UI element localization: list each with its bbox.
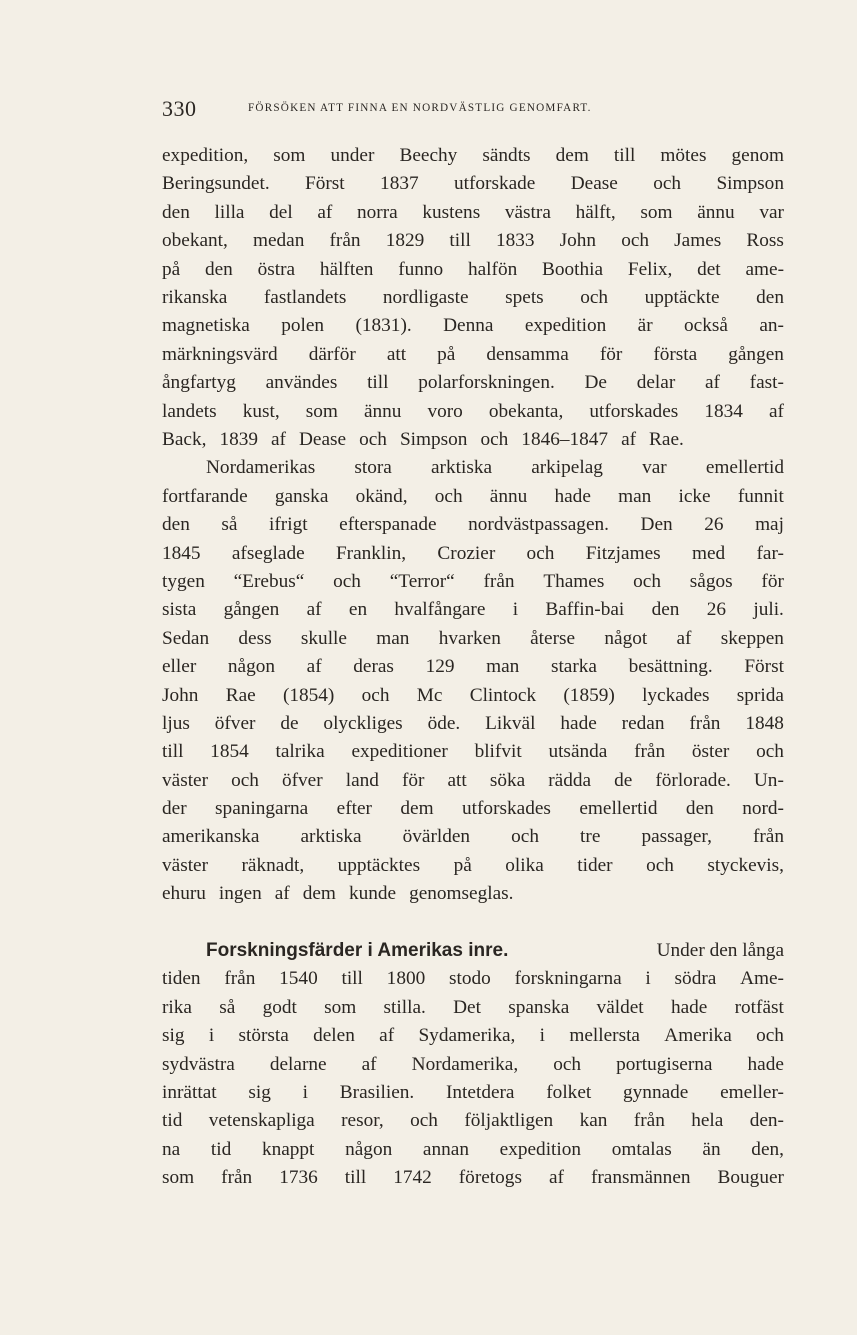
text-line: ehuru ingen af dem kunde genomseglas.	[162, 883, 514, 905]
text-line: amerikanska arktiska övärlden och tre passager, från	[162, 826, 784, 848]
text-line: på den östra hälften funno halfön Boothia Felix, det ame-	[162, 258, 784, 280]
text-line: expedition, som under Beechy sändts dem till mötes genom	[162, 145, 784, 166]
text-line: tiden från 1540 till 1800 stodo forskningarna i södra Ame-	[162, 968, 784, 990]
section-first-line	[162, 937, 784, 965]
text-line: den så ifrigt efterspanade nordvästpassagen. Den 26 maj	[162, 514, 784, 536]
text-line: rika så godt som stilla. Det spanska väldet hade rotfäst	[162, 996, 784, 1018]
paragraph-franklin	[162, 454, 784, 908]
section-research-americas	[162, 937, 784, 1193]
paragraph-expeditions	[162, 142, 784, 454]
text-line: John Rae (1854) och Mc Clintock (1859) lyckades sprida	[162, 684, 784, 706]
text-line: den lilla del af norra kustens västra hälft, som ännu var	[162, 201, 784, 223]
text-line: der spaningarna efter dem utforskades emellertid den nord-	[162, 798, 784, 820]
text-line: märkningsvärd därför att på densamma för första gången	[162, 343, 784, 365]
text-line: Nordamerikas stora arktiska arkipelag var emellertid	[206, 457, 784, 479]
text-line: Back, 1839 af Dease och Simpson och 1846–1847 af Rae.	[162, 428, 684, 450]
page-number: 330	[162, 96, 197, 121]
text-line: fortfarande ganska okänd, och ännu hade man icke funnit	[162, 485, 784, 507]
text-line: som från 1736 till 1742 företogs af fransmännen Bouguer	[162, 1167, 784, 1189]
text-line: sista gången af en hvalfångare i Baffin-bai den 26 juli.	[162, 599, 784, 621]
text-line: tygen “Erebus“ och “Terror“ från Thames och sågos för	[162, 570, 784, 592]
text-line: obekant, medan från 1829 till 1833 John och James Ross	[162, 230, 784, 252]
text-line: magnetiska polen (1831). Denna expedition är också an-	[162, 315, 784, 337]
text-line: na tid knappt någon annan expedition omtalas än den,	[162, 1138, 784, 1160]
text-line: eller någon af deras 129 man starka besättning. Först	[162, 656, 784, 678]
text-line: sig i största delen af Sydamerika, i mellersta Amerika och	[162, 1025, 784, 1047]
text-line: ångfartyg användes till polarforskningen. De delar af fast-	[162, 372, 784, 394]
text-line: rikanska fastlandets nordligaste spets och upptäckte den	[162, 286, 784, 308]
text-line: inrättat sig i Brasilien. Intetdera folket gynnade emeller-	[162, 1081, 784, 1103]
text-line: 1845 afseglade Franklin, Crozier och Fitzjames med far-	[162, 542, 784, 564]
text-line: tid vetenskapliga resor, och följaktligen kan från hela den-	[162, 1110, 784, 1132]
text-line: Beringsundet. Först 1837 utforskade Dease och Simpson	[162, 173, 784, 195]
text-line: till 1854 talrika expeditioner blifvit utsända från öster och	[162, 741, 784, 763]
section-first-line-rest: Under den långa	[656, 940, 784, 961]
text-line: ljus öfver de olyckliges öde. Likväl hade redan från 1848	[162, 712, 784, 734]
text-line: väster och öfver land för att söka rädda de förlorade. Un-	[162, 769, 784, 791]
section-heading: Forskningsfärder i Amerikas inre.	[206, 940, 509, 961]
text-line: väster räknadt, upptäcktes på olika tider och styckevis,	[162, 854, 784, 876]
text-line: Sedan dess skulle man hvarken återse något af skeppen	[162, 627, 784, 649]
running-head: FÖRSÖKEN ATT FINNA EN NORDVÄSTLIG GENOMFART.	[248, 102, 592, 114]
text-line: landets kust, som ännu voro obekanta, utforskades 1834 af	[162, 400, 784, 422]
page-header	[162, 96, 784, 122]
text-line: sydvästra delarne af Nordamerika, och portugiserna hade	[162, 1053, 784, 1075]
